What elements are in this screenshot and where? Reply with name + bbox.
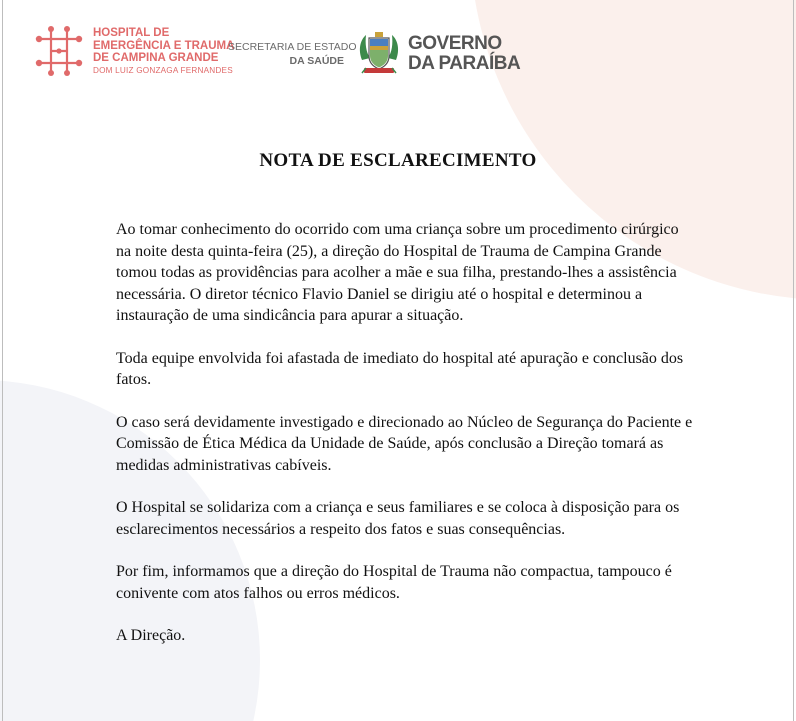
governo-name: [408, 34, 520, 74]
hospital-name-line2: EMERGÊNCIA E TRAUMA: [93, 39, 235, 52]
paragraph-3: O caso será devidamente investigado e direcionado ao Núcleo de Segurança do Paciente e Comissão de Ética Médica da Unidade de Saúde, após conclusão a Direção tomará as medidas administrativas cabíveis.: [116, 413, 693, 474]
secretaria-line1: SECRETARIA DE ESTADO: [228, 41, 357, 53]
governo-line2: DA PARAÍBA: [408, 53, 521, 74]
paragraph-1: Ao tomar conhecimento do ocorrido com uma criança sobre um procedimento cirúrgico na noite desta quinta-feira (25), a direção do Hospital de Trauma de Campina Grande tomou todas as providências para acolher a mãe e sua filha, prestando-lhes a assistência necessária. O diretor técnico Flavio Daniel se dirigiu até o hospital e determinou a instauração de uma sindicância para apurar a situação.: [116, 221, 679, 324]
paragraph-2: Toda equipe envolvida foi afastada de imediato do hospital até apuração e conclusão dos fatos.: [116, 349, 684, 388]
secretaria-line2: DA SAÚDE: [289, 55, 344, 67]
document-title: NOTA DE ESCLARECIMENTO: [259, 150, 537, 171]
paragraph-5: Por fim, informamos que a direção do Hospital de Trauma não compactua, tampouco é conivente com atos falhos ou erros médicos.: [116, 563, 672, 602]
hospital-name: [93, 27, 234, 76]
page-border-right: [793, 0, 794, 721]
governo-line1: GOVERNO: [408, 33, 502, 54]
hospital-name-line1: HOSPITAL DE: [93, 27, 170, 39]
hospital-name-line4: DOM LUIZ GONZAGA FERNANDES: [93, 65, 233, 75]
hospital-cross-network-icon: [34, 26, 84, 76]
document-body: [116, 219, 696, 647]
page-border-left: [2, 0, 3, 721]
letterhead: [0, 0, 796, 100]
secretaria-name: [228, 40, 357, 68]
paraiba-coat-of-arms-icon: [356, 30, 402, 76]
signature: A Direção.: [116, 627, 186, 644]
paragraph-4: O Hospital se solidariza com a criança e seus familiares e se coloca à disposição para os esclarecimentos necessários a respeito dos fatos e suas consequências.: [116, 499, 680, 538]
hospital-name-line3: DE CAMPINA GRANDE: [93, 52, 219, 64]
